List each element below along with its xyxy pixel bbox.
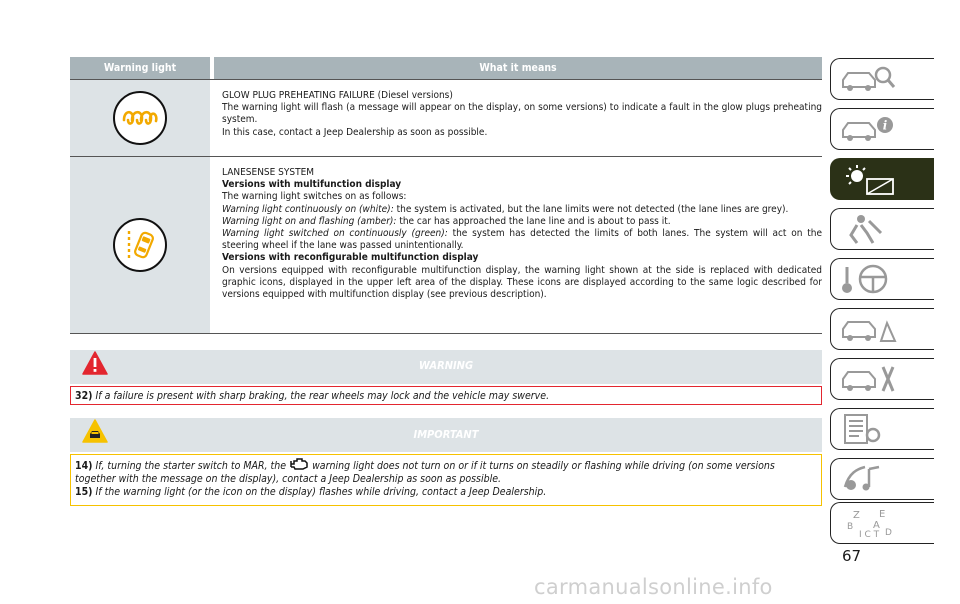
car-service-icon [839, 363, 899, 395]
important-title: IMPORTANT [413, 428, 479, 441]
row-subtitle: Versions with multifunction display [222, 179, 402, 191]
row-text: In this case, contact a Jeep Dealership as soon as possible. [222, 126, 488, 138]
important-item-14: 14) If, turning the starter switch to MAR, the warning light does not turn on or if it turns on steadily or flashing while driving (on some versions together with the message on the display), contact a Jeep Dealership as soon as possible. [75, 460, 775, 485]
safety-airbag-icon [839, 213, 899, 245]
index-icon [839, 507, 899, 539]
tab-accident[interactable] [830, 308, 934, 350]
warning-light-table [70, 57, 822, 334]
warning-number: 32) [75, 390, 93, 402]
tab-car-search[interactable] [830, 58, 934, 100]
svg-text:B: B [847, 522, 854, 532]
warning-lights-icon [839, 163, 899, 195]
multimedia-icon [839, 463, 899, 495]
warning-text: If a failure is present with sharp braking, the rear wheels may lock and the vehicle may swerve. [95, 390, 550, 402]
tab-index[interactable] [830, 502, 934, 544]
row-item: Warning light continuously on (white): the system is activated, but the lane limits were not detected (the lane lines are grey). [222, 203, 789, 215]
car-search-icon [839, 63, 899, 95]
watermark: carmanualsonline.info [534, 575, 773, 599]
glow-plug-icon [113, 91, 167, 145]
warning-title: WARNING [418, 359, 474, 372]
row-title: GLOW PLUG PREHEATING FAILURE (Diesel versions) [222, 90, 453, 101]
page-number: 67 [842, 547, 862, 565]
steering-key-icon [839, 263, 899, 295]
car-crash-icon [839, 313, 899, 345]
tab-car-info[interactable] [830, 108, 934, 150]
warning-band [70, 350, 822, 384]
important-band [70, 418, 822, 452]
svg-text:I C T: I C T [859, 530, 880, 539]
row-text: On versions equipped with reconfigurable multifunction display, the warning light shown at the side is replaced with dedicated graphic icons, displayed in the upper left area of the display. These icons are displayed according to the same logic described for versions equipped with multifunction display (see previous description). [222, 264, 822, 301]
tab-safety[interactable] [830, 208, 934, 250]
lanesense-icon [113, 218, 167, 272]
tab-multimedia[interactable] [830, 458, 934, 500]
header-warning-light: Warning light [70, 57, 210, 79]
svg-text:E: E [879, 509, 886, 520]
tab-specs[interactable] [830, 408, 934, 450]
row-text: The warning light switches on as follows: [222, 191, 407, 203]
tech-specs-icon [839, 413, 899, 445]
row-item: Warning light switched on continuously (green): the system has detected the limits of both lanes. The system will act on the steering wheel if the lane was passed unintentionally. [222, 228, 822, 252]
tab-steering[interactable] [830, 258, 934, 300]
tab-warning-lights[interactable] [830, 158, 934, 200]
engine-icon [288, 458, 310, 470]
table-row [70, 79, 822, 157]
header-what-it-means: What it means [214, 57, 822, 79]
table-row [70, 157, 822, 334]
warning-box [70, 386, 822, 405]
tab-service[interactable] [830, 358, 934, 400]
important-item-15: 15) If the warning light (or the icon on the display) flashes while driving, contact a Jeep Dealership. [75, 486, 547, 498]
row-title: LANESENSE SYSTEM [222, 167, 315, 178]
svg-text:i: i [882, 118, 888, 133]
svg-text:A: A [873, 520, 880, 531]
row-text: The warning light will flash (a message will appear on the display, on some versions) to indicate a fault in the glow plugs preheating system. [222, 102, 822, 126]
svg-text:Z: Z [853, 510, 860, 521]
row-item: Warning light on and flashing (amber): the car has approached the lane line and is about to pass it. [222, 215, 671, 227]
svg-text:D: D [885, 528, 892, 538]
important-box [70, 454, 822, 506]
table-header [70, 57, 822, 79]
car-info-icon [839, 113, 899, 145]
row-subtitle: Versions with reconfigurable multifunction display [222, 252, 479, 264]
